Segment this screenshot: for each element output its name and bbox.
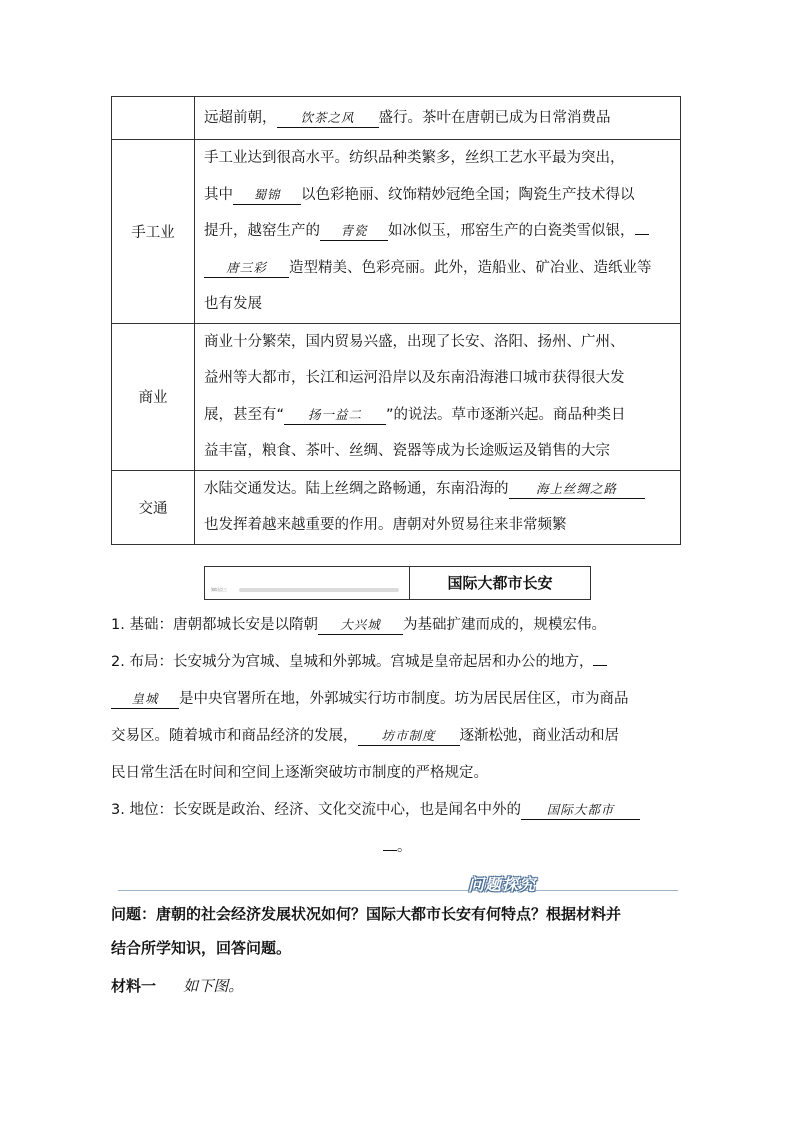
- text-run: 水陆交通发达。陆上丝绸之路畅通，东南沿海的: [204, 480, 509, 497]
- fill-blank: 扬一益二: [284, 406, 386, 425]
- economy-table: [111, 96, 681, 545]
- text-line: [111, 829, 686, 866]
- material-label: 材料一: [111, 977, 157, 995]
- text-run: 3. 地位：长安既是政治、经济、文化交流中心，也是闻名中外的: [111, 802, 521, 818]
- question-line-1: 问题：唐朝的社会经济发展状况如何？国际大都市长安有何特点？根据材料并: [111, 905, 622, 923]
- text-line: [111, 681, 686, 718]
- material-text: 如下图。: [183, 977, 244, 995]
- section-banner: [118, 872, 678, 892]
- section-title: 国际大都市长安: [447, 574, 553, 592]
- table-row: [112, 140, 681, 324]
- text-run: 以色彩艳丽、纹饰精妙冠绝全国；陶瓷生产技术得以: [301, 186, 635, 203]
- text-run: 交易区。随着城市和商品经济的发展，: [111, 728, 358, 744]
- row-header: 商业: [112, 323, 195, 470]
- text-run: 。: [397, 839, 412, 855]
- text-line: [204, 360, 672, 397]
- text-line: [204, 507, 672, 544]
- row-header: 手工业: [112, 140, 195, 324]
- knowledge-point: [111, 644, 686, 792]
- row-content: [195, 470, 681, 544]
- text-run: 造型精美、色彩亮丽。此外，造船业、矿冶业、造纸业等: [289, 259, 652, 276]
- text-run: ”的说法。草市逐渐兴起。商品种类日: [386, 406, 626, 423]
- knowledge-point: [111, 607, 686, 644]
- fill-blank: 坊市制度: [358, 727, 460, 746]
- text-run: 1. 基础：唐朝都城长安是以隋朝: [111, 617, 318, 633]
- text-line: [204, 433, 672, 470]
- text-line: [204, 397, 672, 434]
- section-tag-box: [205, 567, 410, 599]
- row-content: [195, 140, 681, 324]
- text-run: 提升，越窑生产的: [204, 223, 320, 239]
- text-run: 民日常生活在时间和空间上逐渐突破坊市制度的严格规定。: [111, 765, 488, 781]
- row-content: [195, 323, 681, 470]
- fill-blank: [635, 234, 649, 235]
- banner-divider: [118, 890, 678, 891]
- table-row: [112, 323, 681, 470]
- material-line: [111, 975, 243, 996]
- fill-blank: 海上丝绸之路: [509, 480, 645, 499]
- row-header: 交通: [112, 470, 195, 544]
- text-run: 商业十分繁荣，国内贸易兴盛，出现了长安、洛阳、扬州、广州、: [204, 333, 625, 350]
- text-line: [204, 250, 672, 287]
- fill-blank: 大兴城: [318, 616, 403, 635]
- fill-blank: 蜀锦: [233, 186, 301, 205]
- text-run: 其中: [204, 186, 233, 203]
- text-run: 为基础扩建而成的，规模宏伟。: [402, 617, 606, 633]
- text-line: [204, 177, 672, 214]
- row-content: [195, 97, 681, 140]
- text-line: [204, 286, 672, 323]
- text-run: 也发挥着越来越重要的作用。唐朝对外贸易往来非常频繁: [204, 517, 567, 533]
- text-line: [204, 140, 672, 177]
- section-heading: [204, 566, 591, 600]
- text-line: [111, 607, 686, 644]
- text-run: 远超前朝，: [204, 109, 277, 126]
- fill-blank: 饮茶之风: [277, 109, 379, 128]
- text-run: 2. 布局：长安城分为宫城、皇城和外郭城。宫城是皇帝起居和办公的地方，: [111, 654, 594, 670]
- text-run: 也有发展: [204, 296, 262, 312]
- fill-blank: 唐三彩: [204, 259, 289, 278]
- table-row: [112, 97, 681, 140]
- knowledge-point: [111, 792, 686, 866]
- text-line: [111, 644, 686, 681]
- row-header: [112, 97, 195, 140]
- text-line: [111, 755, 686, 792]
- text-run: 是中央官署所在地，外郭城实行坊市制度。坊为居民居住区，市为商品: [179, 691, 629, 707]
- fill-blank: 青瓷: [320, 222, 388, 241]
- fill-blank: [593, 665, 607, 666]
- text-line: [111, 792, 686, 829]
- fill-blank: 皇城: [111, 690, 179, 709]
- text-line: [204, 324, 672, 361]
- text-line: [204, 213, 672, 250]
- fill-blank: [383, 850, 397, 851]
- text-run: 手工业达到很高水平。纺织品种类繁多，丝织工艺水平最为突出，: [204, 150, 625, 166]
- fill-blank: 国际大都市: [521, 801, 640, 820]
- text-run: 盛行。茶叶在唐朝已成为日常消费品: [378, 109, 611, 126]
- text-run: 益丰富，粮食、茶叶、丝绸、瓷器等成为长途贩运及销售的大宗: [204, 443, 610, 459]
- text-line: [111, 718, 686, 755]
- section-tag-decoration: [239, 588, 399, 592]
- text-run: 益州等大都市，长江和运河沿岸以及东南沿海港口城市获得很大发: [204, 370, 625, 386]
- table-row: [112, 470, 681, 544]
- section-tag: 知识点三: [211, 587, 227, 592]
- banner-title: 问题探究: [468, 875, 537, 894]
- text-run: 逐渐松弛，商业活动和居: [459, 728, 619, 744]
- text-line: [204, 100, 672, 137]
- text-line: [204, 471, 672, 508]
- question-line-2: 结合所学知识，回答问题。: [111, 939, 292, 957]
- text-run: 如冰似玉，邢窑生产的白瓷类雪似银，: [388, 223, 635, 239]
- text-run: 展，甚至有“: [204, 406, 285, 423]
